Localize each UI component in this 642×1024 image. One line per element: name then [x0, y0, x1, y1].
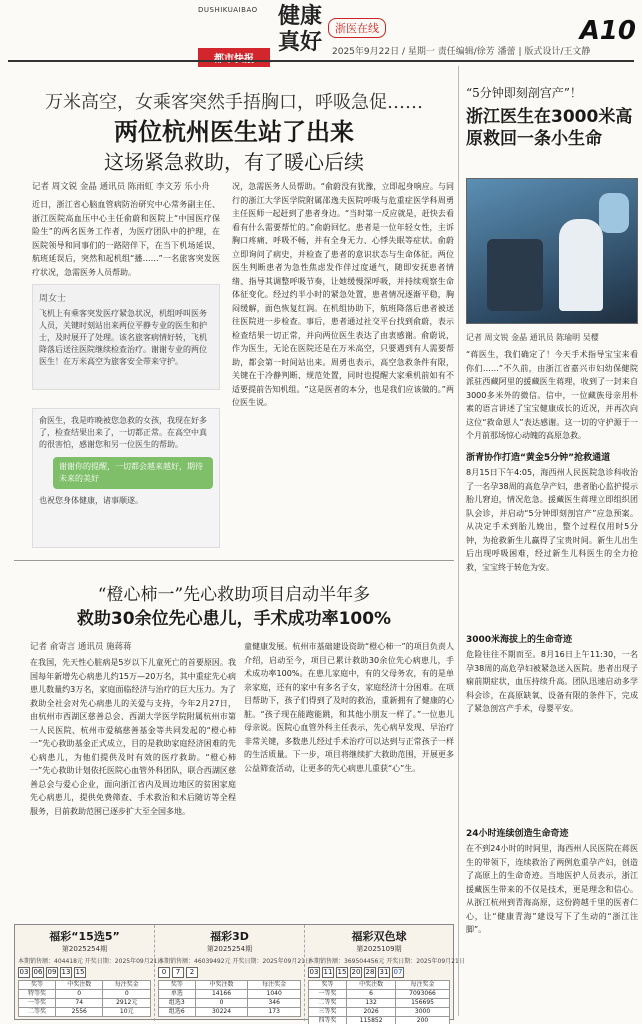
photo-window [599, 193, 629, 233]
lottery-3d [155, 925, 311, 1021]
side-subheading-2: 3000米海拔上的生命奇迹 [466, 635, 573, 645]
table-cell: 一等奖 [19, 999, 56, 1008]
table-cell: 2026 [347, 1008, 396, 1017]
side-subheading-1: 浙青协作打造“黄金5分钟”抢救通道 [466, 453, 611, 463]
table-cell: 四等奖 [309, 1017, 347, 1024]
winning-numbers [158, 967, 301, 978]
section-name: 健康真好 [278, 4, 323, 55]
table-row [309, 1008, 450, 1017]
table-row [159, 990, 301, 999]
table-cell: 10元 [103, 1008, 151, 1017]
prize-table [18, 980, 151, 1017]
table-cell: 组选6 [159, 1008, 196, 1017]
table-cell: 1040 [248, 990, 301, 999]
table-cell: 特等奖 [19, 990, 56, 999]
winning-number: 03 [19, 968, 29, 976]
table-cell: 0 [55, 990, 103, 999]
table-row [309, 999, 450, 1008]
winning-number: 2 [186, 967, 198, 978]
story2-byline: 记者 俞寄言 通讯员 施蒋蒋 [30, 642, 132, 652]
winning-number: 0 [158, 967, 170, 978]
side-subheading-3: 24小时连续创造生命奇迹 [466, 829, 569, 839]
lottery-results [14, 924, 465, 1024]
table-row [159, 999, 301, 1008]
lottery-meta: 本期销售额：46039492元 开奖日期：2025年09月21日 [158, 958, 311, 965]
winning-number: 15 [75, 968, 85, 976]
winning-number: 07 [393, 968, 403, 976]
winning-number: 11 [323, 968, 333, 976]
table-cell: 156695 [396, 999, 450, 1008]
table-row [309, 1017, 450, 1024]
column-divider [458, 66, 459, 1016]
lottery-title: 福彩3D [210, 930, 249, 943]
table-cell: 2556 [55, 1008, 103, 1017]
table-row [19, 981, 151, 990]
winning-number: 09 [47, 968, 57, 976]
side-kicker: “5分钟即刻剖宫产”！ [466, 86, 582, 100]
photo-seat [487, 239, 543, 311]
story1-subhead: 这场紧急救助，有了暖心后续 [104, 150, 364, 174]
table-cell: 三等奖 [309, 1008, 347, 1017]
table-cell: 14166 [195, 990, 248, 999]
winning-number: 20 [351, 968, 361, 976]
table-row [159, 981, 301, 990]
table-cell: 115852 [347, 1017, 396, 1024]
table-cell: 中奖注数 [195, 981, 248, 990]
table-cell: 7093066 [396, 990, 450, 999]
chat-screenshot-1 [32, 284, 220, 390]
table-cell: 组选3 [159, 999, 196, 1008]
winning-number: 31 [379, 968, 389, 976]
lottery-title: 福彩双色球 [351, 930, 407, 943]
story1-kicker: 万米高空，女乘客突然手捂胸口，呼吸急促…… [45, 92, 423, 113]
lottery-issue: 第2025254期 [206, 945, 253, 953]
table-cell: 74 [55, 999, 103, 1008]
page-number: A10 [579, 16, 636, 46]
story2-column-2: 童健康发展。杭州市基础建设资助“橙心柿一”的项目负责人介绍，启动至今，项目已累计救助30余位先心病患儿，手术成功率100%。在患儿家庭中，有的父母务农，有的是单亲家庭，还有的家中有多名子女，家庭经济十分困难。在项目帮助下，孩子们得到了及时的救治，重新拥有了健康的心脏。“孩子现在能跑能跳，和其他小朋友一样了。”一位患儿母亲说。医院心血管外科主任表示，先心病早发现、早治疗非常关键，多数患儿经过手术治疗可以达到与正常孩子一样的生活质量。下一步，项目将继续扩大救助范围，开展更多公益筛查活动，让更多的先心病患儿重获“心”生。 [244, 642, 454, 773]
table-cell: 单选 [159, 990, 196, 999]
lottery-meta: 本期销售额：404418元 开奖日期：2025年09月21日 [18, 958, 164, 965]
masthead [0, 0, 642, 65]
side-column-2: 危险往往不期而至。8月16日上午11:30，一名孕38周的高危孕妇被紧急送入医院。患者出现子痫前期症状，血压持续升高。团队迅速启动多学科会诊，在高原缺氧、设备有限的条件下，完成了紧急剖宫产手术，母婴平安。 [466, 650, 638, 713]
table-cell: 奖等 [19, 981, 56, 990]
story1-byline: 记者 周文锐 金晶 通讯员 陈雨虹 李文芳 乐小舟 [32, 182, 210, 192]
story1-headline: 两位杭州医生站了出来 [114, 118, 354, 146]
logo-text: 都市快报 [198, 48, 270, 67]
table-cell: 一等奖 [309, 990, 347, 999]
table-row [19, 1008, 151, 1017]
story2-kicker: “橙心柿一”先心救助项目启动半年多 [97, 585, 371, 605]
winning-numbers [18, 967, 151, 978]
winning-number: 06 [33, 968, 43, 976]
table-row [19, 990, 151, 999]
winning-number: 03 [309, 968, 319, 976]
photo-person [559, 219, 603, 311]
table-cell: 中奖注数 [55, 981, 103, 990]
table-cell: 3000 [396, 1008, 450, 1017]
table-cell: 二等奖 [19, 1008, 56, 1017]
chat-message-patient: 俞医生，我是昨晚被您急救的女孩，我现在好多了，检查结果出来了，一切都正常。在高空中真的很害怕，感谢您和另一位医生的帮助。 [39, 416, 207, 449]
side-headline: 浙江医生在3000米高原救回一条小生命 [466, 107, 633, 149]
winning-number: 28 [365, 968, 375, 976]
winning-number: 13 [61, 968, 71, 976]
chat-message-tail: 也祝您身体健康，诸事顺遂。 [39, 496, 143, 505]
lottery-issue: 第2025254期 [61, 945, 108, 953]
table-cell: 132 [347, 999, 396, 1008]
table-cell: 6 [347, 990, 396, 999]
table-cell: 中奖注数 [347, 981, 396, 990]
table-cell: 0 [103, 990, 151, 999]
prize-table [308, 980, 450, 1024]
table-cell: 2912元 [103, 999, 151, 1008]
lottery-meta: 本期销售额：369504456元 开奖日期：2025年09月21日 [308, 958, 465, 965]
table-cell: 346 [248, 999, 301, 1008]
lottery-issue: 第2025109期 [356, 945, 402, 953]
table-cell: 30224 [195, 1008, 248, 1017]
winning-number: 7 [172, 967, 184, 978]
table-row [309, 981, 450, 990]
story2-headline: 救助30余位先心患儿，手术成功率100% [76, 609, 392, 629]
table-row [309, 990, 450, 999]
lottery-double-color [305, 925, 465, 1024]
prize-table [158, 980, 301, 1017]
table-cell: 奖等 [159, 981, 196, 990]
story1-column-2: 况，急需医务人员帮助。“俞蔚没有犹豫，立即起身响应。与同行的浙江大学医学院附属邵逸夫医院呼吸与危重症医学科周勇主任医师一起赶到了患者身边。“当时第一反应就是，赶快去看看有什么需要帮忙的。”俞蔚回忆。患者是一位年轻女性，主诉胸口疼痛、呼吸不畅，并有全身无力、心悸失眠等症状。俞蔚立即询问了病史，并检查了患者的意识状态与生命体征。两位医生判断患者为急性焦虑发作伴过度通气，随即安抚患者情绪、指导其调整呼吸节奏，让她缓慢深呼吸，并持续观察生命体征变化。经过约半小时的紧急处置，患者情况逐渐平稳，胸闷缓解，面色恢复红润。在机组协助下，航班降落后患者被送往医院进一步检查。事后，患者通过社交平台找到俞蔚，表示检查结果一切正常，并向两位医生表达了由衷感谢。俞蔚说，作为医生，无论在医院还是在万米高空，只要遇到有人需要帮助，都会第一时间站出来。周勇也表示，高空急救条件有限，关键在于冷静判断、规范处置，同时也提醒大家乘机前如有不适要提前告知机组。“这是医者的本分，也是我们应该做的。”两位医生说。 [232, 182, 454, 407]
side-column-1: 8月15日下午4:05，海西州人民医院急诊科收治了一名孕38周的高危孕产妇，患者胎心监护提示胎儿窘迫，情况危急。援藏医生蒋理立即组织团队会诊，并启动“5分钟即刻剖宫产”应急预案。从决定手术到胎儿娩出，整个过程仅用时5分钟，为抢救新生儿赢得了宝贵时间。新生儿出生后出现呼吸困难，经过新生儿科医生的全力抢救，宝宝终于转危为安。 [466, 468, 638, 572]
newspaper-logo [198, 6, 270, 67]
table-row [159, 1008, 301, 1017]
side-byline: 记者 周文锐 金晶 通讯员 陈瑜明 吴樱 [466, 333, 599, 342]
lottery-15x5 [15, 925, 164, 1021]
winning-numbers [308, 967, 450, 978]
lottery-title: 福彩“15选5” [49, 930, 120, 943]
table-cell: 每注奖金 [248, 981, 301, 990]
table-cell: 0 [195, 999, 248, 1008]
side-column-3: 在不到24小时的时间里，海西州人民医院在蒋医生的带领下，连续救治了两例危重孕产妇，创造了高原上的生命奇迹。当地医护人员表示，浙江援藏医生带来的不仅是技术，更是理念和信心。从浙江杭州到青海高原，这份跨越千里的医者仁心，让“健康青海”建设写下了生动的“浙江注脚”。 [466, 844, 638, 934]
logo-pinyin: DUSHIKUAIBAO [198, 6, 258, 14]
table-cell: 173 [248, 1008, 301, 1017]
story2-column-1: 在我国，先天性心脏病是5岁以下儿童死亡的首要原因。我国每年新增先心病患儿约15万—20万名，其中重症先心病患儿数量约3万名，家庭面临经济与治疗的巨大压力。为了救助全社会对先心病患儿的关爱与支持，今年2月27日，由杭州市西湖区慈善总会、西湖大学医学院附属杭州市第一人民医院、杭州市爱稿慈善基金等共同发起的“橙心柿一”先心救助基金正式成立，目的是救助家庭经济困难的先心病患儿，为他们提供及时有效的医疗救助。“橙心柿一”先心救助计划依托医院心血管外科团队，联合西湖区慈善总会与爱心企业，面向浙江省内及周边地区的贫困家庭先心病患儿，提供免费筛查、手术救治和术后随访等全程服务，目前救助范围已逐步扩大至全国多地。 [30, 658, 236, 816]
table-cell: 二等奖 [309, 999, 347, 1008]
story1-column-1: 近日，浙江省心脑血管病防治研究中心常务副主任、浙江医院高血压中心主任俞蔚和医院上“中国医疗保险生”的两名医务工作者，为医疗团队中的护理，在医院领导和同事们的一路陪伴下，在当下机场延误、航班延误后，突然和起机组“播……”一名旅客突发医疗状况，急需医务人员帮助。 [32, 200, 220, 277]
table-cell: 每注奖金 [103, 981, 151, 990]
chat-reply-bubble: 谢谢你的提醒，一切都会越来越好，期待未来的美好 [53, 457, 213, 489]
chat-nickname: 周女士 [39, 294, 67, 304]
issue-line: 2025年9月22日 / 星期一 责任编辑/徐芳 潘蕾 | 版式设计/王文静 [332, 47, 591, 57]
section-divider [14, 560, 454, 561]
table-cell: 奖等 [309, 981, 347, 990]
table-cell: 200 [396, 1017, 450, 1024]
header-divider [8, 60, 634, 62]
section-badge: 浙医在线 [328, 18, 386, 38]
table-cell: 每注奖金 [396, 981, 450, 990]
table-row [19, 999, 151, 1008]
chat-screenshot-2 [32, 408, 220, 548]
chat-message: 飞机上有乘客突发医疗紧急状况，机组呼叫医务人员，关键时刻站出来两位平静专业的医生和护士，及时展开了处理。该名旅客病情好转，飞机降落后送往医院继续检查治疗。谢谢专业的两位医生！在万米高空为旅客安全带来守护。 [39, 309, 207, 366]
side-intro: “蒋医生，我们确定了！今天手术指导宝宝来看你们……”不久前，由浙江省嘉兴市妇幼保健院派驻西藏阿里的援藏医生蒋理，收到了一封来自3000多米外的微信。信中，一位藏族母亲用朴素的语言讲述了宝宝健康成长的近况，并再次向这位“救命恩人”表达感谢。这一切的守护源于一个月前那场惊心动魄的高原急救。 [466, 350, 638, 440]
side-photo [466, 178, 638, 324]
winning-number: 15 [337, 968, 347, 976]
